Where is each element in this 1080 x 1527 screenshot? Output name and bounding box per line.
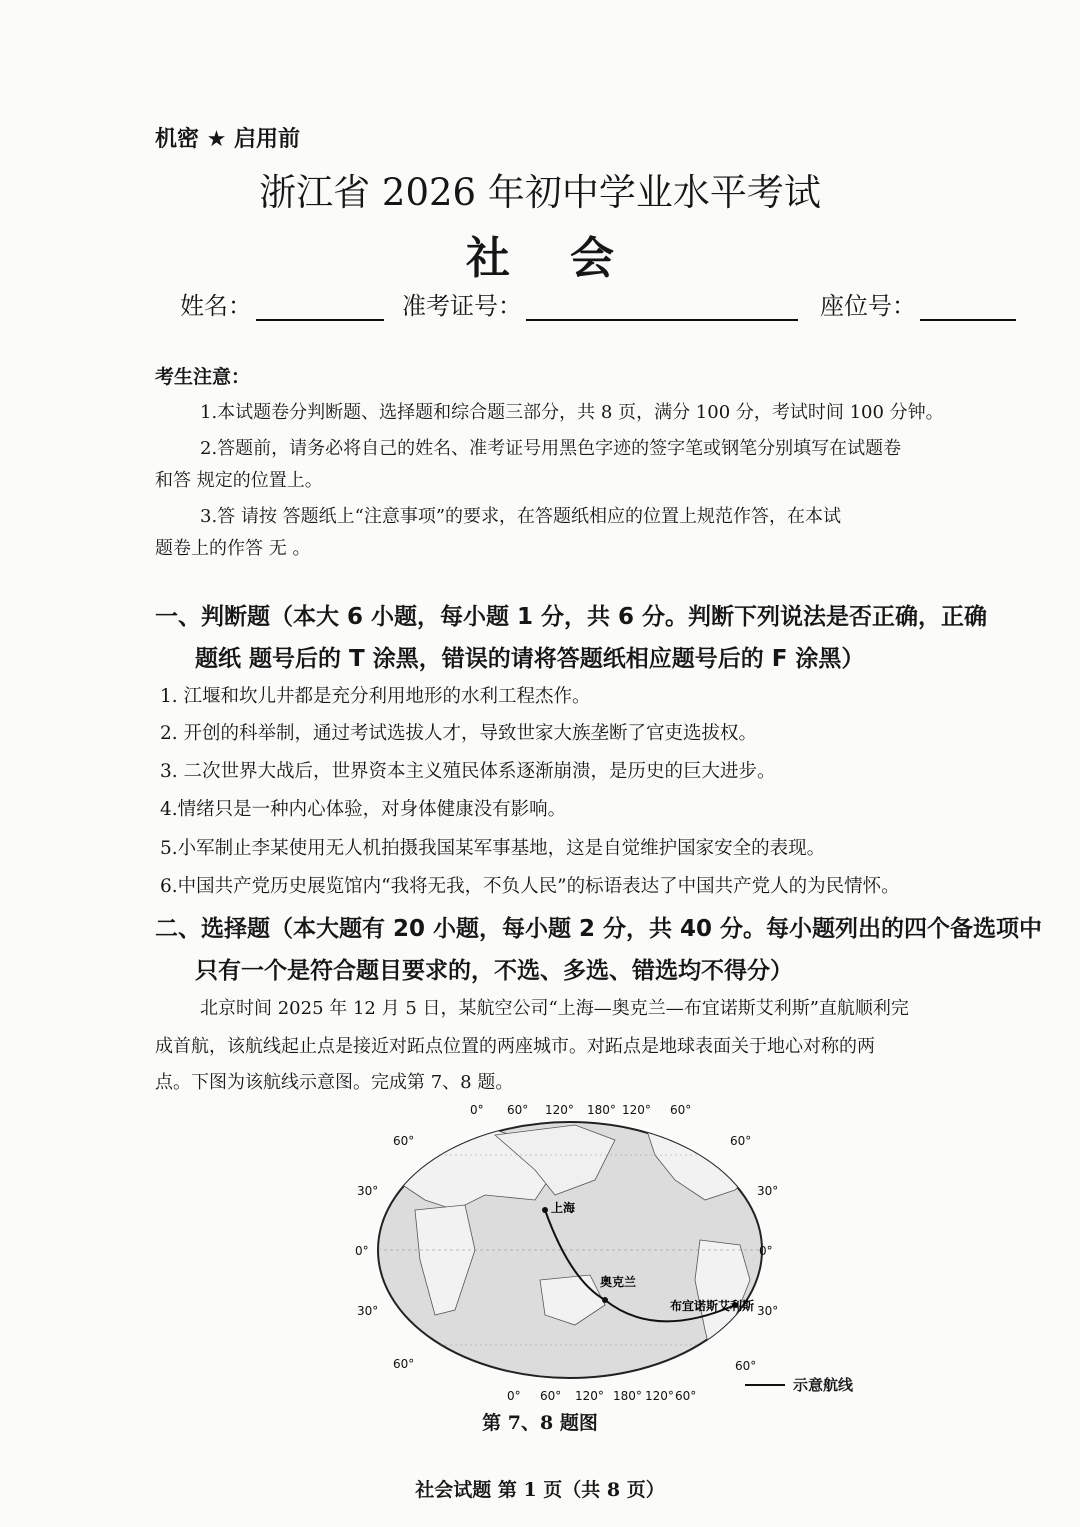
- shanghai-label: 上海: [551, 1201, 576, 1215]
- lat-right-4: 60°: [735, 1359, 757, 1373]
- shanghai-marker: [542, 1207, 548, 1213]
- lat-left-2: 0°: [355, 1244, 369, 1258]
- notice-item-3-line2: 题卷上的作答 无 。: [155, 538, 311, 559]
- map-svg: [355, 1100, 785, 1410]
- seat-field[interactable]: [820, 286, 1016, 321]
- lon-top-4: 120°: [622, 1103, 651, 1117]
- exam-id-blank[interactable]: [526, 293, 798, 321]
- seat-label: 座位号：: [820, 292, 916, 320]
- question-1: 1. 江堰和坎儿井都是充分利用地形的水利工程杰作。: [160, 686, 591, 707]
- subject-title: 社会: [466, 233, 674, 284]
- passage-line2: 成首航，该航线起止点是接近对跖点位置的两座城市。对跖点是地球表面关于地心对称的两: [155, 1036, 875, 1057]
- notice-item-2-line1: 2.答题前，请务必将自己的姓名、准考证号用黑色字迹的签字笔或钢笔分别填写在试题卷: [200, 438, 902, 459]
- legend-line-swatch: [745, 1384, 785, 1386]
- lon-bottom-5: 60°: [675, 1389, 697, 1403]
- lon-bottom-2: 120°: [575, 1389, 604, 1403]
- notice-item-3-line1: 3.答 请按 答题纸上“注意事项”的要求，在答题纸相应的位置上规范作答，在本试: [200, 506, 842, 527]
- section2-heading-line2: 只有一个是符合题目要求的，不选、多选、错选均不得分）: [195, 958, 793, 984]
- lat-left-1: 30°: [357, 1184, 379, 1198]
- auckland-marker: [602, 1297, 608, 1303]
- lat-right-0: 60°: [730, 1134, 752, 1148]
- lon-top-3: 180°: [587, 1103, 616, 1117]
- section2-heading-line1: 二、选择题（本大题有 20 小题，每小题 2 分，共 40 分。每小题列出的四个备选项中: [155, 916, 1043, 942]
- map-legend: [745, 1374, 853, 1395]
- passage-line3: 点。下图为该航线示意图。完成第 7、8 题。: [155, 1072, 514, 1093]
- world-route-map: [355, 1100, 785, 1410]
- exam-id-label: 准考证号：: [402, 292, 522, 320]
- lon-bottom-4: 120°: [645, 1389, 674, 1403]
- auckland-label: 奥克兰: [600, 1275, 637, 1289]
- lon-bottom-0: 0°: [507, 1389, 521, 1403]
- exam-title: 浙江省 2026 年初中学业水平考试: [259, 171, 821, 214]
- map-caption: 第 7、8 题图: [482, 1412, 598, 1434]
- question-6: 6.中国共产党历史展览馆内“我将无我，不负人民”的标语表达了中国共产党人的为民情怀。: [160, 876, 900, 897]
- lon-bottom-3: 180°: [613, 1389, 642, 1403]
- question-5: 5.小军制止李某使用无人机拍摄我国某军事基地，这是自觉维护国家安全的表现。: [160, 838, 826, 859]
- lat-left-3: 30°: [357, 1304, 379, 1318]
- lat-left-4: 60°: [393, 1357, 415, 1371]
- notice-heading: 考生注意：: [155, 366, 251, 388]
- notice-item-2-line2: 和答 规定的位置上。: [155, 470, 323, 491]
- question-3: 3. 二次世界大战后，世界资本主义殖民体系逐渐崩溃，是历史的巨大进步。: [160, 761, 776, 782]
- passage-line1: 北京时间 2025 年 12 月 5 日，某航空公司“上海—奥克兰—布宜诺斯艾利斯”直航顺利完: [200, 998, 909, 1019]
- lat-right-2: 0°: [759, 1244, 773, 1258]
- question-2: 2. 开创的科举制，通过考试选拔人才，导致世家大族垄断了官吏选拔权。: [160, 723, 758, 744]
- notice-item-1: 1.本试题卷分判断题、选择题和综合题三部分，共 8 页，满分 100 分，考试时间 100 分钟。: [200, 402, 944, 423]
- lon-bottom-1: 60°: [540, 1389, 562, 1403]
- seat-blank[interactable]: [920, 293, 1016, 321]
- page-footer: 社会试题 第 1 页（共 8 页）: [415, 1479, 665, 1501]
- name-blank[interactable]: [256, 293, 384, 321]
- lon-top-0: 0°: [470, 1103, 484, 1117]
- lon-top-2: 120°: [545, 1103, 574, 1117]
- question-4: 4.情绪只是一种内心体验，对身体健康没有影响。: [160, 799, 567, 820]
- lat-right-3: 30°: [757, 1304, 779, 1318]
- section1-heading-line2: 题纸 题号后的 T 涂黑，错误的请将答题纸相应题号后的 F 涂黑）: [195, 646, 865, 672]
- buenos-aires-label: 布宜诺斯艾利斯: [670, 1299, 755, 1313]
- lat-right-1: 30°: [757, 1184, 779, 1198]
- lon-top-5: 60°: [670, 1103, 692, 1117]
- confidential-mark: 机密 ★ 启用前: [155, 127, 301, 152]
- lon-top-1: 60°: [507, 1103, 529, 1117]
- name-label: 姓名：: [180, 292, 252, 320]
- exam-id-field[interactable]: [402, 286, 798, 321]
- section1-heading-line1: 一、判断题（本大 6 小题，每小题 1 分，共 6 分。判断下列说法是否正确，正确: [155, 604, 988, 630]
- legend-label: 示意航线: [793, 1376, 854, 1394]
- name-field[interactable]: [180, 286, 384, 321]
- lat-left-0: 60°: [393, 1134, 415, 1148]
